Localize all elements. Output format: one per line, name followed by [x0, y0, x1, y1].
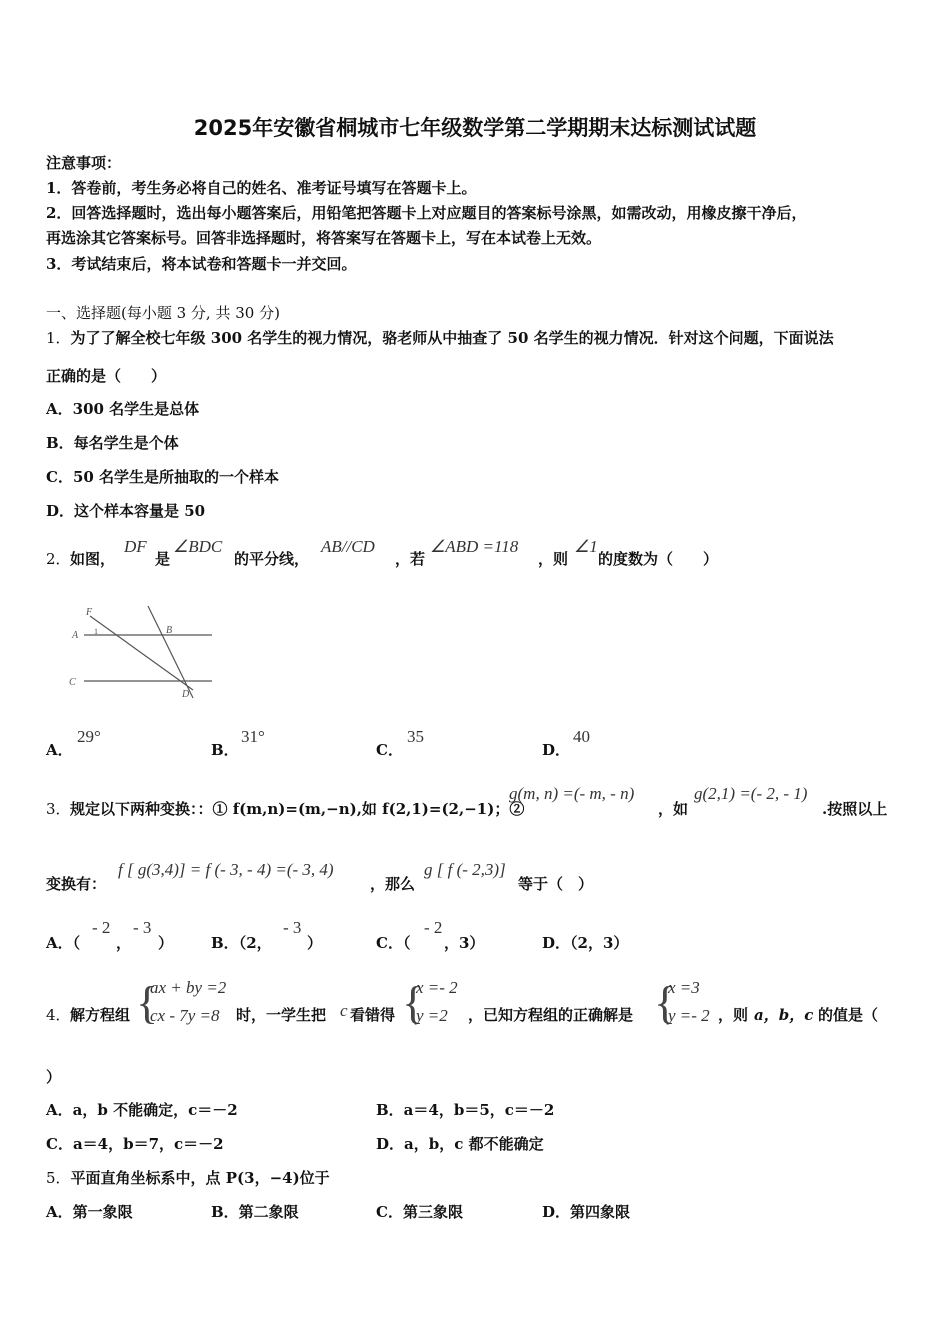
notice-item: 3．考试结束后，将本试卷和答题卡一并交回。: [46, 255, 357, 273]
math-g-example: g(2,1) =(- 2, - 1): [694, 784, 808, 803]
question-text: 如图，: [70, 550, 116, 568]
math-angle-bdc: ∠BDC: [173, 537, 223, 556]
question-number: 2．: [46, 550, 71, 568]
math-df: DF: [124, 537, 147, 556]
question-number: 3．: [46, 800, 71, 818]
label-b: B: [166, 625, 173, 636]
option-c: C．（: [376, 934, 411, 952]
label-1: 1: [94, 627, 98, 636]
question-text: 时，一学生把: [236, 1006, 327, 1024]
question-text: ）: [46, 1068, 62, 1086]
notice-item: 1．答卷前，考生务必将自己的姓名、准考证号填写在答题卡上。: [46, 179, 477, 197]
option-a-label: A．: [46, 741, 73, 759]
math-g-def: g(m, n) =(- m, - n): [509, 784, 635, 803]
option-c: C．a＝4，b＝7，c＝－2: [46, 1135, 224, 1153]
question-text: 的度数为（ ）: [598, 550, 719, 568]
option-b-label: B．: [211, 741, 239, 759]
math-angle-abd: ∠ABD =118: [430, 537, 519, 556]
option-b: B．每名学生是个体: [46, 434, 179, 452]
math-angle-1: ∠1: [574, 537, 598, 556]
wrong-solution-x: x =- 2: [416, 978, 458, 997]
option-b: B．第二象限: [211, 1203, 299, 1221]
question-text: 为了了解全校七年级 300 名学生的视力情况，骆老师从中抽查了 50 名学生的视力情况．针对这个问题，下面说法: [70, 329, 834, 347]
question-text: ，如: [658, 800, 689, 818]
question-text: .按照以上: [822, 800, 888, 818]
option-b-close: ）: [307, 934, 323, 952]
label-d: D: [182, 689, 190, 700]
option-a: A．a，b 不能确定，c＝－2: [46, 1101, 238, 1119]
correct-solution-x: x =3: [668, 978, 700, 997]
equation-2: cx - 7y =8: [150, 1006, 220, 1025]
label-c: C: [69, 677, 76, 688]
variables-abc: a，b，c: [754, 1006, 814, 1024]
option-d: D．这个样本容量是 50: [46, 502, 206, 520]
option-c: C．50 名学生是所抽取的一个样本: [46, 468, 280, 486]
question-5: [46, 1167, 330, 1188]
question-text: 解方程组: [70, 1006, 131, 1024]
option-a-value: 29°: [77, 727, 101, 746]
math-f-g-example: f [ g(3,4)] = f (- 3, - 4) =(- 3, 4): [118, 860, 334, 879]
label-a: A: [72, 630, 79, 641]
question-number: 4．: [46, 1006, 71, 1024]
equation-1: ax + by =2: [150, 978, 227, 997]
question-text: ，已知方程组的正确解是: [468, 1006, 634, 1024]
option-b: B．（2，: [211, 934, 272, 952]
question-text: 看错得: [350, 1006, 396, 1024]
question-text: 的平分线，: [234, 550, 310, 568]
notice-item: 再选涂其它答案标号。回答非选择题时，将答案写在答题卡上，写在本试卷上无效。: [46, 229, 602, 247]
option-a: A．第一象限: [46, 1203, 133, 1221]
option-c-value: - 2: [424, 918, 443, 937]
option-a-sep: ，: [116, 934, 132, 952]
math-ab-parallel-cd: AB//CD: [321, 537, 375, 556]
question-text: 的值是（: [818, 1006, 879, 1024]
question-text: ，则: [538, 550, 569, 568]
option-a-close: ）: [158, 934, 174, 952]
option-b-value: - 3: [283, 918, 302, 937]
question-number: 5．: [46, 1169, 71, 1187]
option-a-value-2: - 3: [133, 918, 152, 937]
option-d: D．a，b，c 都不能确定: [376, 1135, 544, 1153]
wrong-solution-y: y =2: [416, 1006, 448, 1025]
label-f: F: [86, 607, 93, 618]
question-text: 平面直角坐标系中，点 P(3，−4)位于: [70, 1169, 330, 1187]
option-c-label: C．: [376, 741, 403, 759]
option-d: D．第四象限: [542, 1203, 631, 1221]
geometry-figure: [66, 600, 216, 706]
correct-solution-y: y =- 2: [668, 1006, 710, 1025]
option-b: B．a＝4，b＝5，c＝－2: [376, 1101, 555, 1119]
question-text: 变换有：: [46, 875, 107, 893]
option-d: D．（2，3）: [542, 934, 629, 952]
question-text: 规定以下两种变换：：① f(m,n)=(m,−n),如 f(2,1)=(2,−1)；②: [70, 800, 525, 818]
question-text: 是: [155, 550, 171, 568]
option-c-value: 35: [407, 727, 424, 746]
notice-item: 2．回答选择题时，选出每小题答案后，用铅笔把答题卡上对应题目的答案标号涂黑，如需改动，用橡皮擦干净后，: [46, 204, 807, 222]
variable-c: c: [340, 1001, 348, 1020]
page-title: 2025年安徽省桐城市七年级数学第二学期期末达标测试试题: [193, 116, 757, 140]
option-d-label: D．: [542, 741, 571, 759]
question-text: ，那么: [370, 875, 416, 893]
question-text: ，若: [395, 550, 426, 568]
question-number: 1．: [46, 329, 71, 347]
option-c-close: ，3）: [444, 934, 485, 952]
option-a-value-1: - 2: [92, 918, 111, 937]
notice-heading: 注意事项：: [46, 154, 122, 172]
option-b-value: 31°: [241, 727, 265, 746]
section-heading: 一、选择题(每小题 3 分, 共 30 分): [46, 304, 280, 322]
question-text: ，则: [718, 1006, 749, 1024]
option-c: C．第三象限: [376, 1203, 463, 1221]
question-1: [46, 327, 834, 348]
math-g-f-question: g [ f (- 2,3)]: [424, 860, 506, 879]
question-text: 正确的是（ ）: [46, 367, 167, 385]
question-text: 等于（ ）: [518, 875, 594, 893]
option-d-value: 40: [573, 727, 590, 746]
option-a: A．（: [46, 934, 81, 952]
option-a: A．300 名学生是总体: [46, 400, 200, 418]
